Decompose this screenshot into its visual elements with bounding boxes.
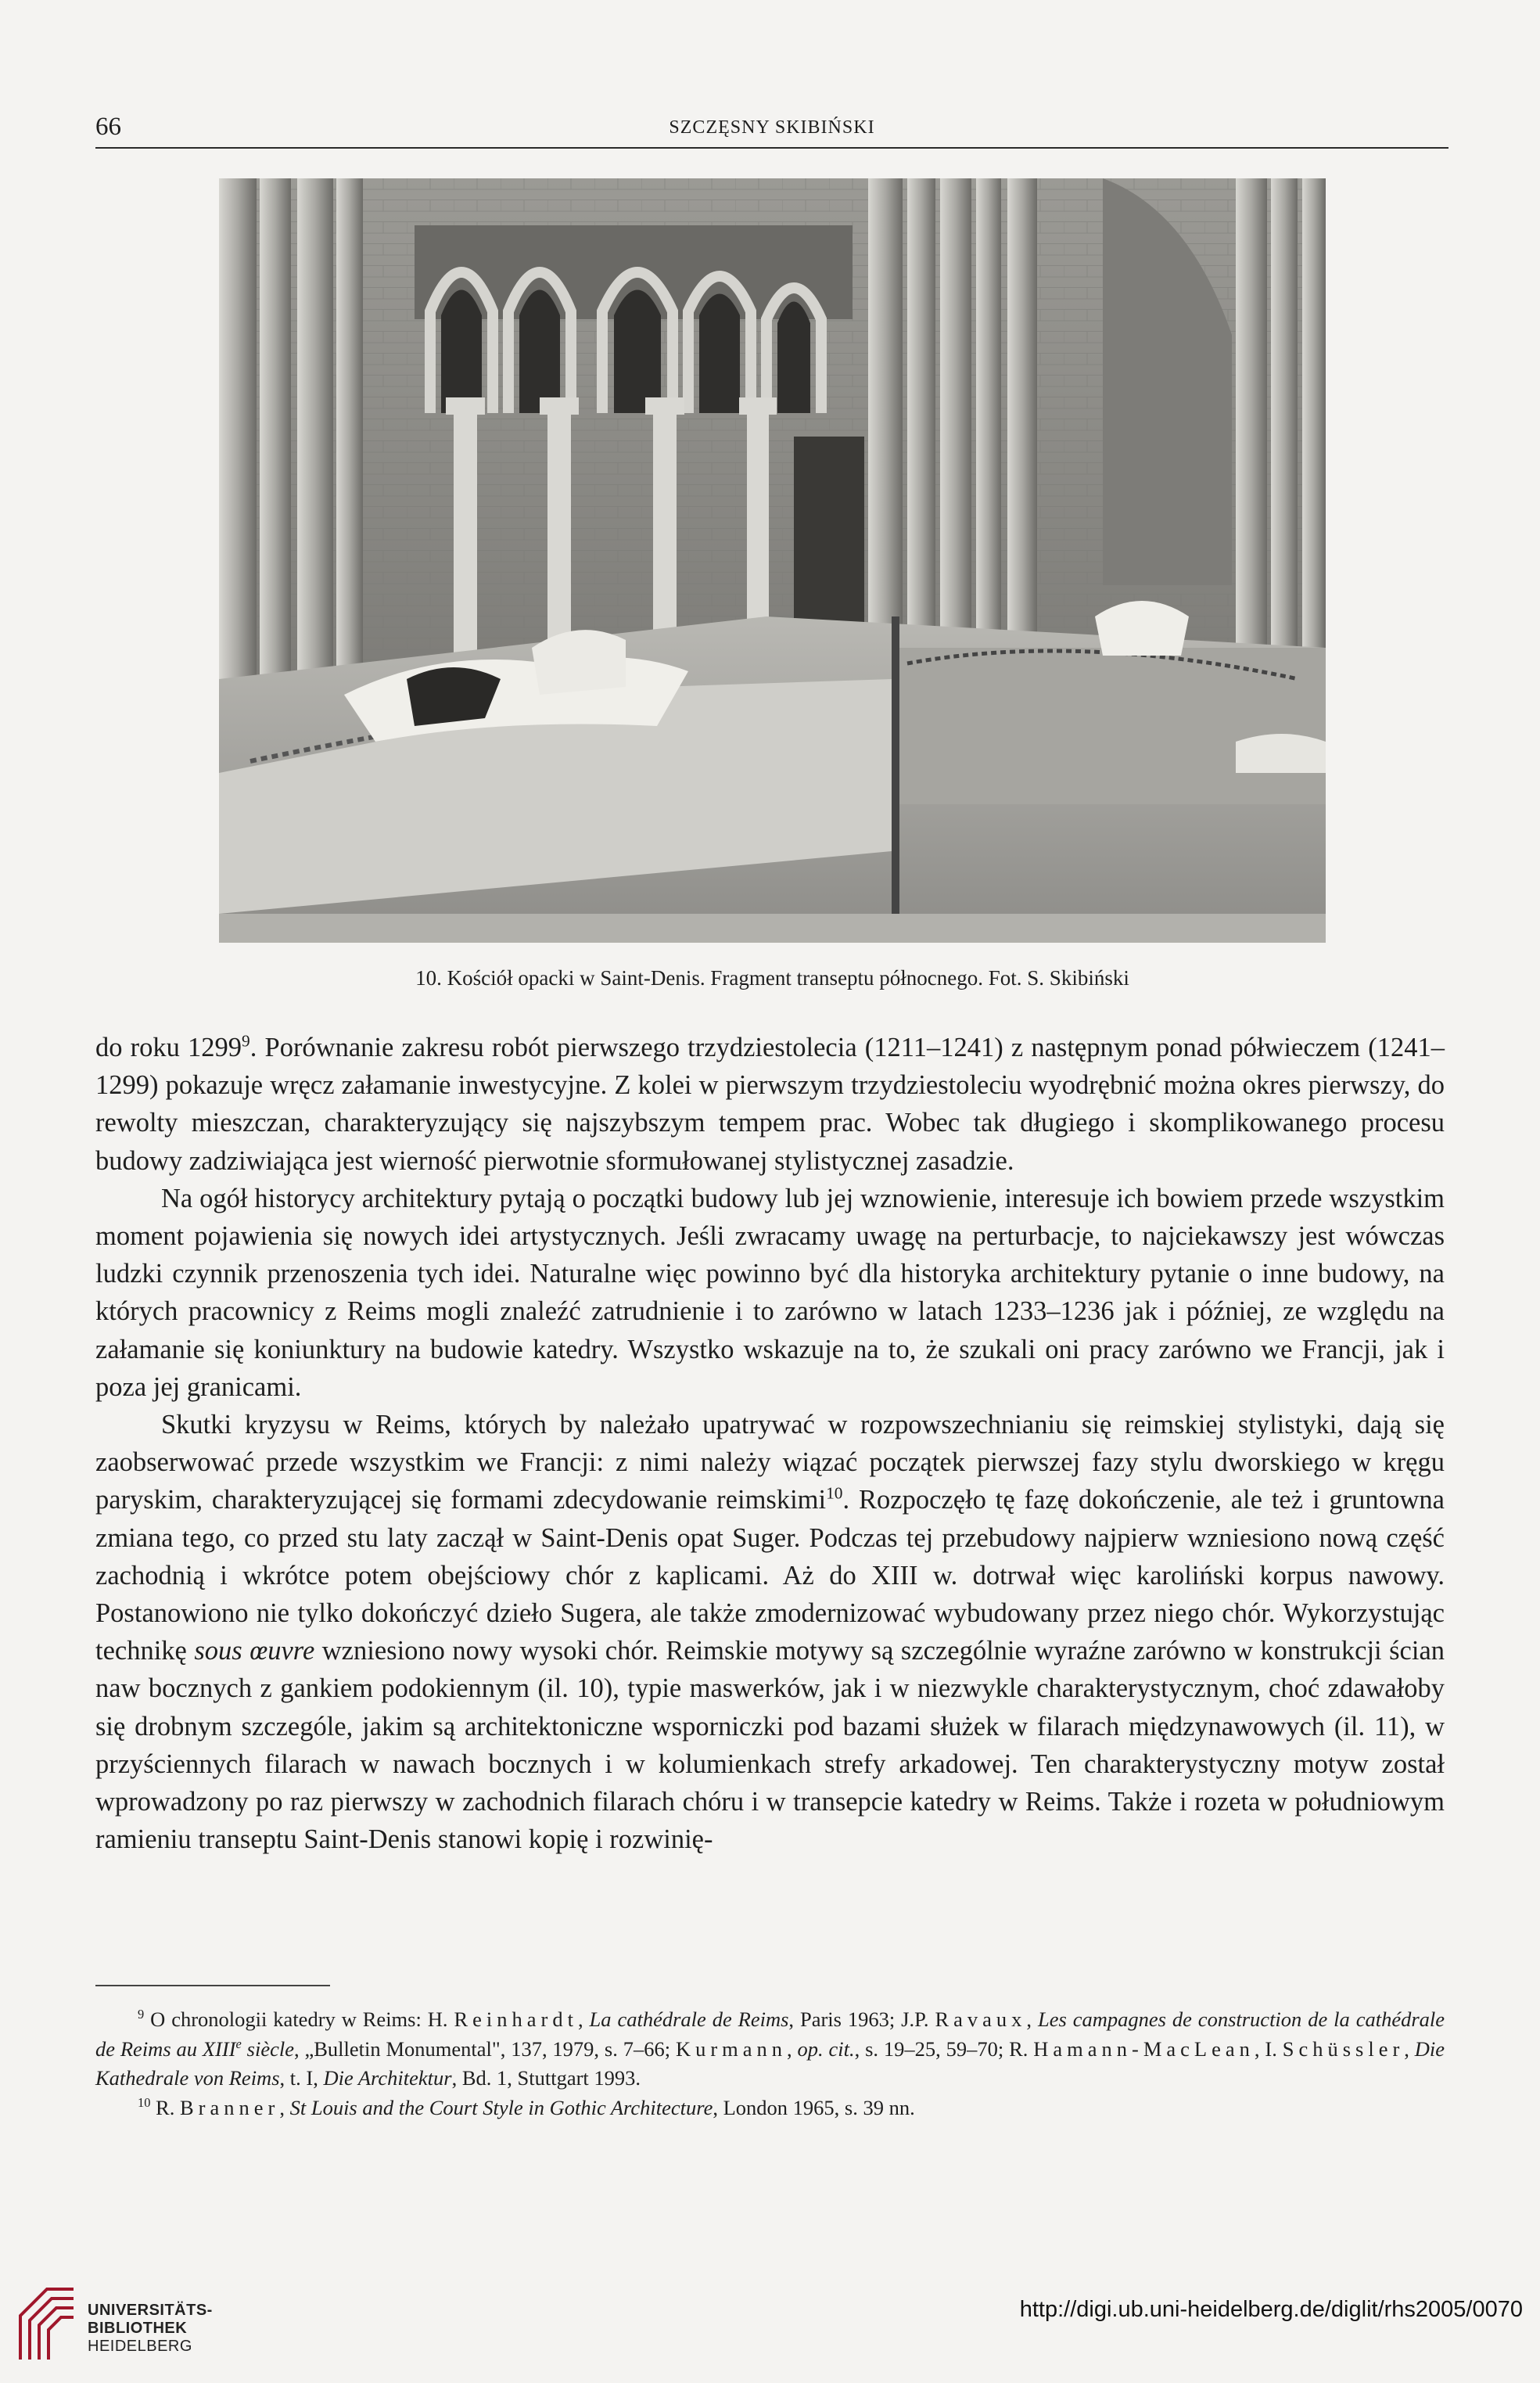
author-name: Schüssler xyxy=(1282,2036,1405,2061)
text-run: , xyxy=(1404,2036,1415,2061)
author-name: Ravaux xyxy=(935,2007,1027,2031)
body-text xyxy=(95,1029,1445,1858)
book-title: Die Architektur xyxy=(323,2066,452,2090)
footnote-divider xyxy=(95,1985,330,1986)
library-emblem-icon xyxy=(16,2284,77,2363)
library-name-line: HEIDELBERG xyxy=(88,2338,192,2355)
text-run: R. xyxy=(150,2095,180,2119)
text-run: , I. xyxy=(1254,2036,1283,2061)
cathedral-transept-photo xyxy=(219,178,1326,943)
footnote-number: 10 xyxy=(138,2094,151,2110)
figure-caption: 10. Kościół opacki w Saint-Denis. Fragment transeptu północnego. Fot. S. Skibiński xyxy=(415,966,1129,990)
text-run: . Porównanie zakresu robót pierwszego trzydziestolecia (1211–1241) z następnym ponad półwieczem (1241–1299) pokazuje wręcz załamanie inwestycyjne. Z kolei w pierwszym trzydziestoleciu wyodrębnić można okres pierwszy, do rewolty mieszczan, charakteryzujący się najszybszym tempem prac. Wobec tak długiego i skomplikowanego procesu budowy zadziwiająca jest wierność pierwotnie sformułowanej stylistycznej zasadzie. xyxy=(95,1033,1445,1176)
author-name: Kurmann xyxy=(675,2036,788,2061)
text-run: , xyxy=(787,2036,798,2061)
library-logo xyxy=(16,2284,328,2363)
page-number: 66 xyxy=(95,113,121,141)
library-name xyxy=(88,2302,213,2356)
citation-abbrev: op. cit. xyxy=(797,2036,855,2061)
author-name: Hamann-MacLean xyxy=(1033,2036,1255,2061)
running-title: SZCZĘSNY SKIBIŃSKI xyxy=(669,117,875,138)
text-run: do roku 1299 xyxy=(95,1033,242,1062)
text-run: , s. 19–25, 59–70; R. xyxy=(854,2036,1034,2061)
text-run: . Rozpoczęło tę fazę dokończenie, ale też i gruntowna zmiana tego, co przed stu laty zaczął w Saint-Denis opat Suger. Podczas tej przebudowy najpierw wzniesiono nową część zachodnią i wkrótce potem obejściowy chór z kaplicami. Aż do XIII w. dotrwał więc karoliński korpus nawowy. Postanowiono nie tylko dokończyć dzieło Sugera, ale także zmodernizować wybudowany przez niego chór. Wykorzystując technikę xyxy=(95,1485,1445,1666)
text-run: , t. I, xyxy=(279,2066,324,2090)
paragraph xyxy=(95,1029,1445,1180)
paragraph: Na ogół historycy architektury pytają o początki budowy lub jej wznowienie, interesuje ich bowiem przede wszystkim moment pojawienia się nowych idei artystycznych. Jeśli zwracamy uwagę na perturbacje, to najciekawszy jest wówczas ludzki czynnik przenoszenia tych idei. Naturalne więc powinno być dla historyka architektury pytanie o inne budowy, na których pracownicy z Reims mogli znaleźć zatrudnienie i to zarówno w latach 1233–1236 jak i później, ze względu na załamanie się koniunktury na budowie katedry. Wszystko wskazuje na to, że szukali oni pracy zarówno we Francji, jak i poza jej granicami. xyxy=(95,1183,1445,1402)
library-name-line: UNIVERSITÄTS- xyxy=(88,2302,213,2319)
text-run: , Bd. 1, Stuttgart 1993. xyxy=(451,2066,641,2090)
page-url-link[interactable]: http://digi.ub.uni-heidelberg.de/diglit/rhs2005/0070 xyxy=(1019,2297,1523,2322)
book-title: La cathédrale de Reims xyxy=(589,2007,789,2031)
text-run: , Paris 1963; J.P. xyxy=(788,2007,935,2031)
figure-photo xyxy=(219,178,1326,943)
footnote-number: 9 xyxy=(138,2007,145,2022)
text-run: siècle xyxy=(241,2036,294,2061)
footnotes xyxy=(95,2005,1445,2122)
library-name-line: BIBLIOTHEK xyxy=(88,2320,188,2337)
text-run: O chronologii katedry w Reims: H. xyxy=(144,2007,454,2031)
text-run: , xyxy=(577,2007,590,2031)
superscript: e xyxy=(235,2036,242,2051)
text-run: wzniesiono nowy wysoki chór. Reimskie motywy są szczególnie wyraźne zarówno w konstrukcji ścian naw bocznych z gankiem podokiennym (il. 10), typie maswerków, jak i w niezwykle charakterystycznym, choć zdawałoby się drobnym szczególe, jakim są architektoniczne wsporniczki pod bazami służek w filarach międzynawowych (il. 11), w przyściennych filarach w nawach bocznych i w kolumienkach strefy arkadowej. Ten charakterystyczny motyw został wprowadzony po raz pierwszy w zachodnich filarach chóru i w transepcie katedry w Reims. Także i rozeta w południowym ramieniu transeptu Saint-Denis stanowi kopię i rozwinię- xyxy=(95,1636,1445,1855)
book-title: St Louis and the Court Style in Gothic Architecture xyxy=(289,2095,713,2119)
footnote-ref: 10 xyxy=(826,1483,843,1503)
author-name: Reinhardt xyxy=(454,2007,578,2031)
text-run: Les campagnes de construction de la cathédrale de Reims au XIII xyxy=(95,2007,1445,2061)
text-run: , xyxy=(1026,2007,1038,2031)
text-run: , xyxy=(279,2095,290,2119)
author-name: Branner xyxy=(179,2095,280,2119)
text-run: , London 1965, s. 39 nn. xyxy=(713,2095,915,2119)
footnote-ref: 9 xyxy=(242,1031,250,1051)
running-header xyxy=(95,108,1448,149)
paragraph xyxy=(95,1406,1445,1858)
text-run: Skutki kryzysu w Reims, których by należało upatrywać w rozpowszechnianiu się reimskiej stylistyki, dają się zaobserwować przede wszystkim we Francji: z nimi należy wiązać początek pierwszej fazy stylu dworskiego w kręgu paryskim, charakteryzującej się formami zdecydowanie reimskimi xyxy=(95,1410,1445,1515)
italic-term: sous œuvre xyxy=(194,1636,315,1666)
book-title: Die Kathedrale von Reims xyxy=(95,2036,1445,2090)
text-run: , „Bulletin Monumental", 137, 1979, s. 7–66; xyxy=(294,2036,676,2061)
footnote-10 xyxy=(95,2094,1445,2123)
footnote-9 xyxy=(95,2005,1445,2094)
